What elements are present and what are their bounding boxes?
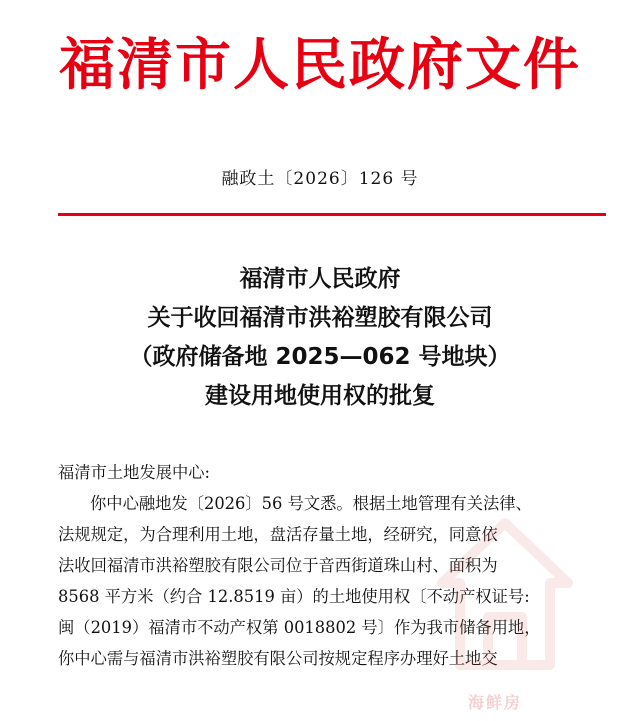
document-title — [0, 260, 640, 416]
title-line-3: （政府储备地 2025—062 号地块） — [129, 344, 511, 370]
title-line-4: 建设用地使用权的批复 — [205, 383, 435, 409]
title-line-1: 福清市人民政府 — [239, 266, 401, 292]
red-divider-line — [58, 213, 606, 216]
document-number: 融政土〔2026〕126 号 — [221, 169, 419, 189]
watermark-text: 海鲜房 — [468, 693, 523, 712]
body-line-3: 法收回福清市洪裕塑胶有限公司位于音西街道珠山村、面积为 — [58, 556, 498, 575]
body-line-1: 你中心融地发〔2026〕56 号文悉。根据土地管理有关法律、 — [90, 494, 532, 513]
salutation: 福清市土地发展中心: — [58, 463, 211, 482]
body-line-5: 闽（2019）福清市不动产权第 0018802 号〕作为我市储备用地， — [58, 618, 541, 637]
document-body — [58, 457, 618, 674]
body-line-6: 你中心需与福清市洪裕塑胶有限公司按规定程序办理好土地交 — [58, 649, 498, 668]
document-header-title: 福清市人民政府文件 — [59, 33, 581, 98]
body-line-4: 8568 平方米（约合 12.8519 亩）的土地使用权〔不动产权证号: — [58, 587, 530, 606]
body-line-2: 法规规定，为合理利用土地，盘活存量土地，经研究，同意依 — [58, 525, 498, 544]
title-line-2: 关于收回福清市洪裕塑胶有限公司 — [147, 305, 493, 331]
